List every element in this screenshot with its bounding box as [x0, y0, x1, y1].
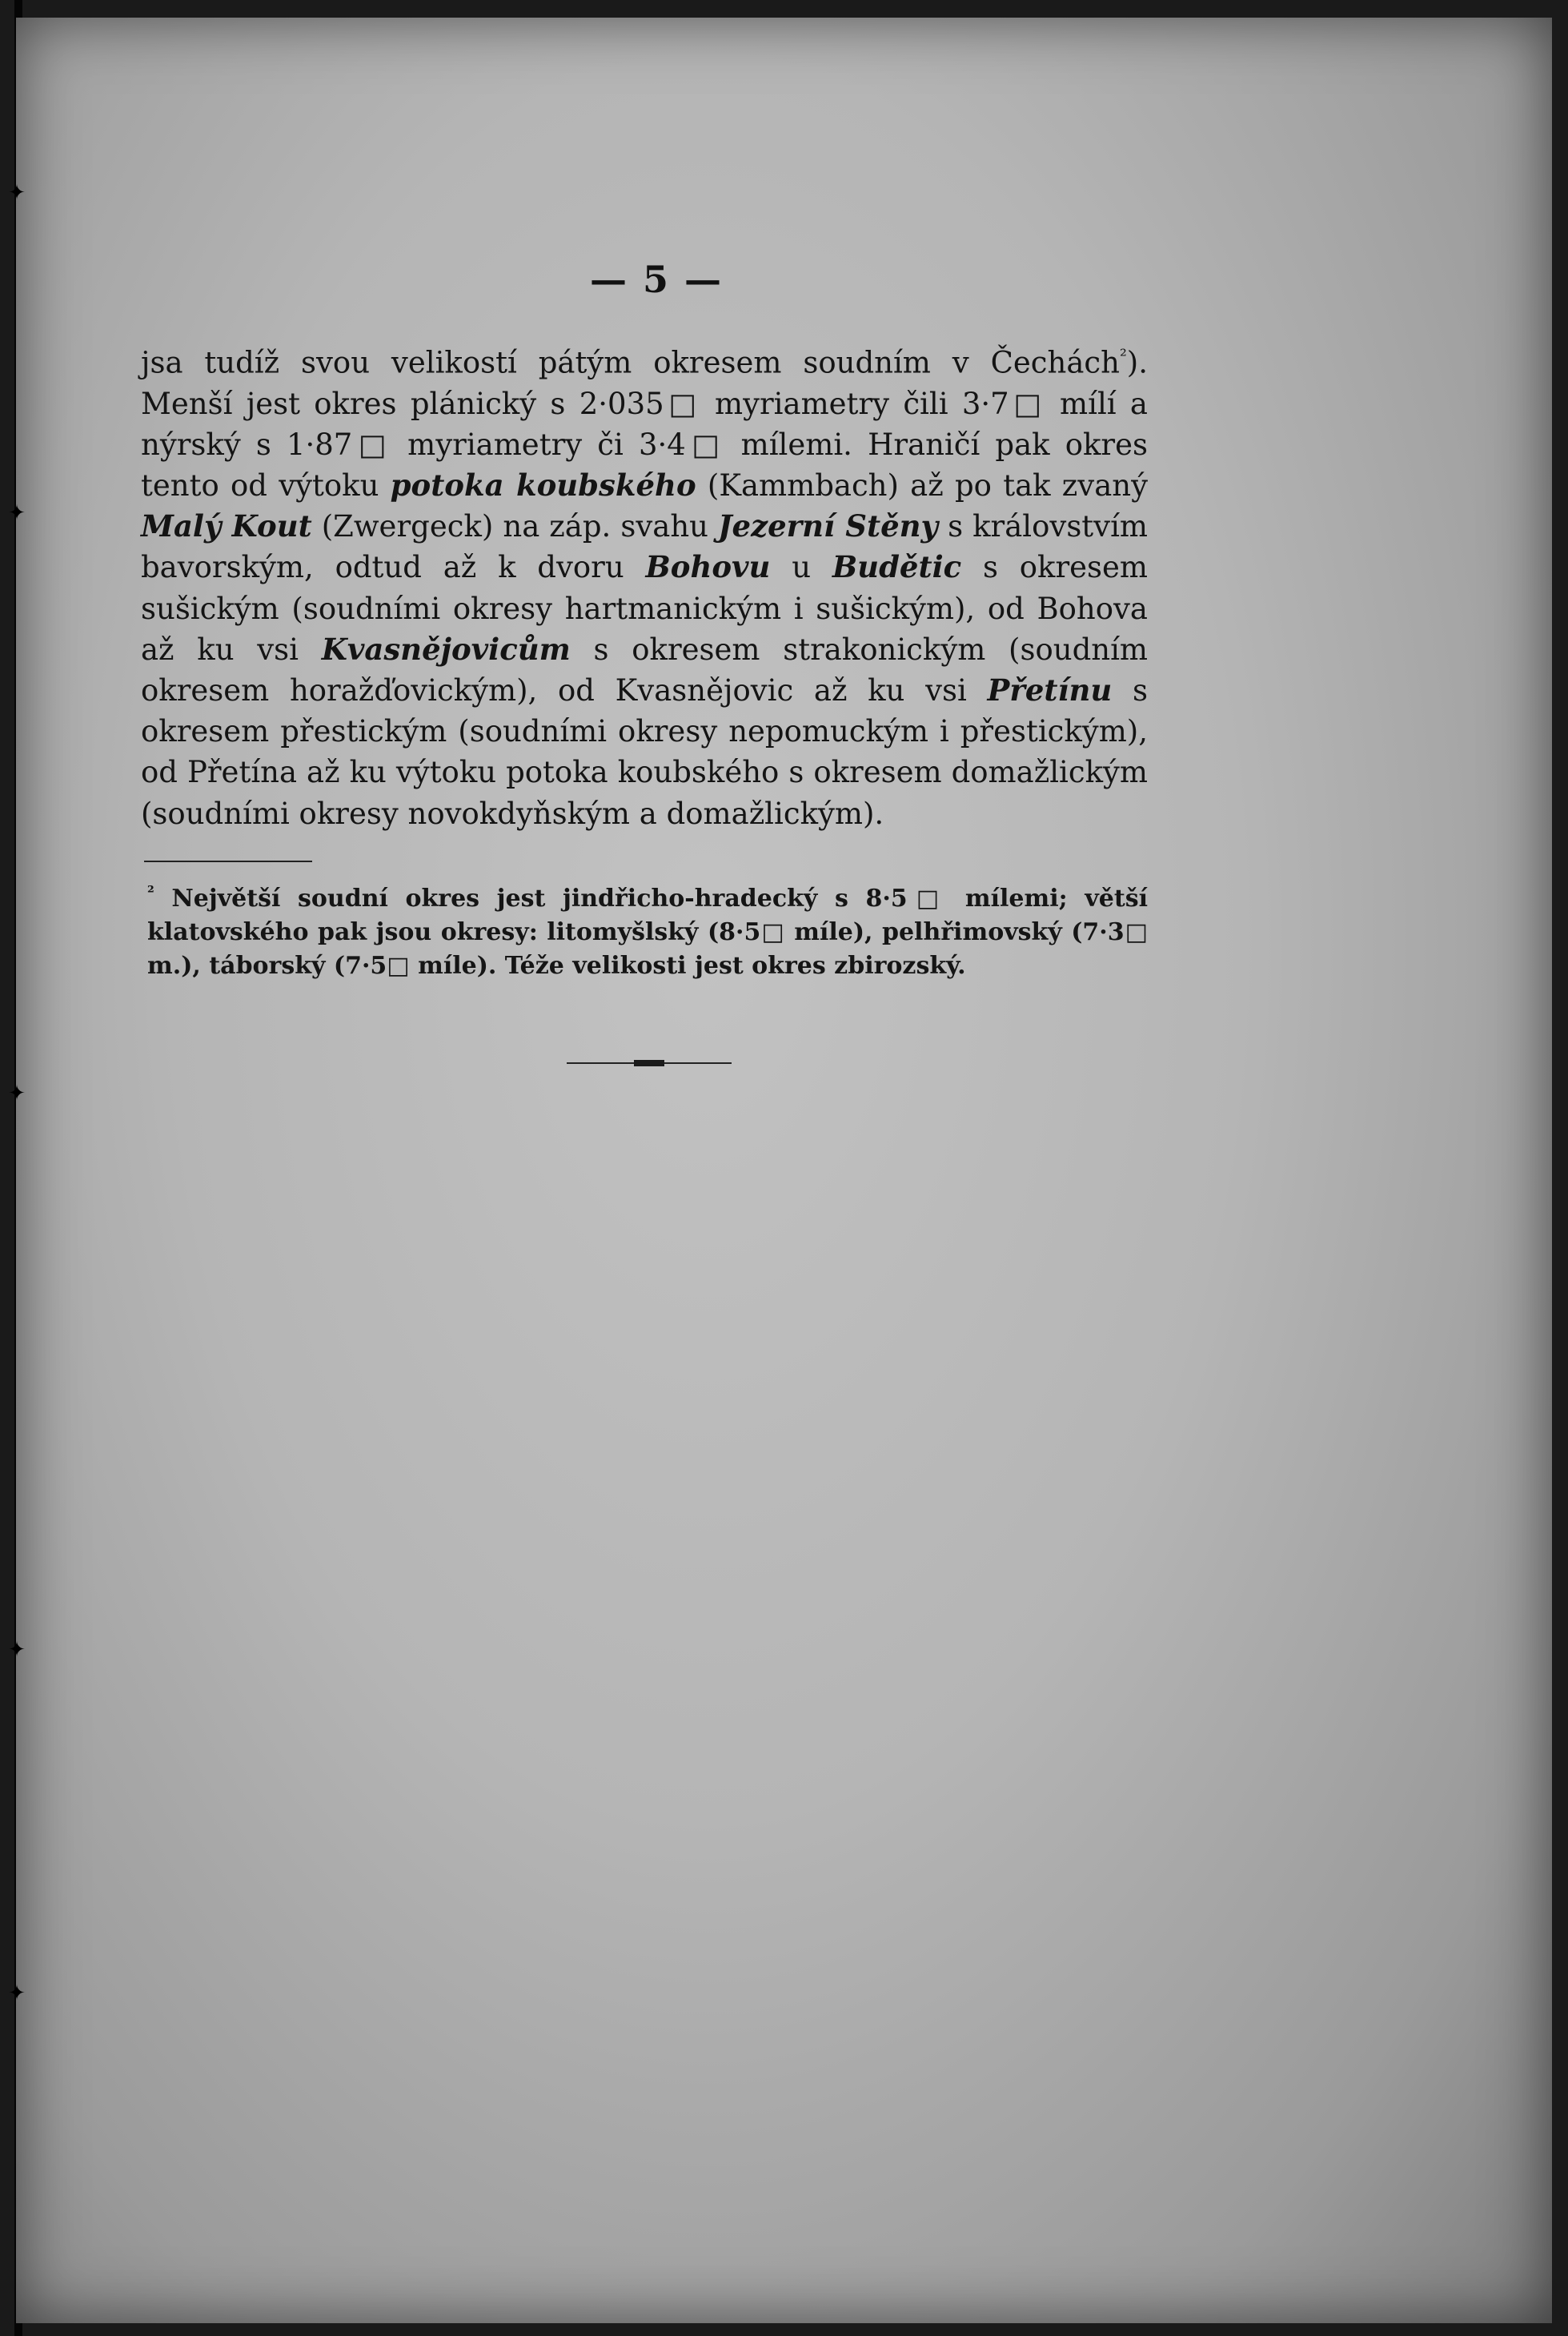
footnote-divider [144, 861, 312, 862]
text-run: s královstvím bavorským, odtud až k dvoru [141, 509, 1148, 585]
text-run: s okresem sušickým (soudními okresy hartmanickým i sušickým), od Bohova až ku vsi [141, 550, 1149, 667]
place-name: Jezerní Stěny [718, 508, 939, 544]
binding-mark-icon: ✦ [8, 1082, 26, 1106]
binding-mark-icon: ✦ [8, 1981, 26, 2005]
place-name: Přetínu [987, 672, 1113, 708]
footnote [147, 875, 1148, 983]
binding-mark-icon: ✦ [8, 1638, 26, 1662]
main-paragraph [141, 336, 1148, 834]
place-name: Budětic [832, 549, 962, 585]
text-run: ). Menší jest okres plánický s 2·035□ myriametry čili 3·7□ mílí a nýrský s 1·87□ myriametry či 3·4□ mílemi. Hraničí pak okres tento od výtoku [141, 345, 1148, 503]
binding-mark-icon: ✦ [8, 181, 26, 205]
footnote-mark: ² [147, 882, 154, 901]
footnote-reference: ² [1119, 347, 1127, 367]
text-run: s okresem přestickým (soudními okresy nepomuckým i přestickým), od Přetína až ku výtoku potoka koubského s okresem domažlickým (soudními okresy novokdyňským a domažlickým). [141, 672, 1148, 831]
text-run: (Zwergeck) na záp. svahu [311, 509, 719, 544]
binding-mark-icon: ✦ [8, 501, 26, 525]
end-ornament-dash [634, 1060, 664, 1066]
place-name: Malý Kout [141, 508, 312, 544]
page-number: — 5 — [589, 258, 724, 301]
place-name: Bohovu [645, 549, 771, 585]
place-name: potoka koubského [390, 467, 696, 503]
text-run: s okresem strakonickým (soudním okresem horažďovickým), od Kvasnějovic až ku vsi [141, 632, 1148, 708]
text-run: (Kammbach) až po tak zvaný [696, 468, 1148, 503]
footnote-text: Největší soudní okres jest jindřicho-hradecký s 8·5□ mílemi; větší klatovského pak jsou okresy: litomyšlský (8·5□ míle), pelhřimovský (7·3□ m.), táborský (7·5□ míle). Téže velikosti jest okres zbirozský. [147, 885, 1148, 980]
place-name: Kvasnějovicům [321, 631, 571, 667]
text-run: u [770, 550, 832, 585]
text-run: jsa tudíž svou velikostí pátým okresem soudním v Čechách [141, 345, 1120, 380]
